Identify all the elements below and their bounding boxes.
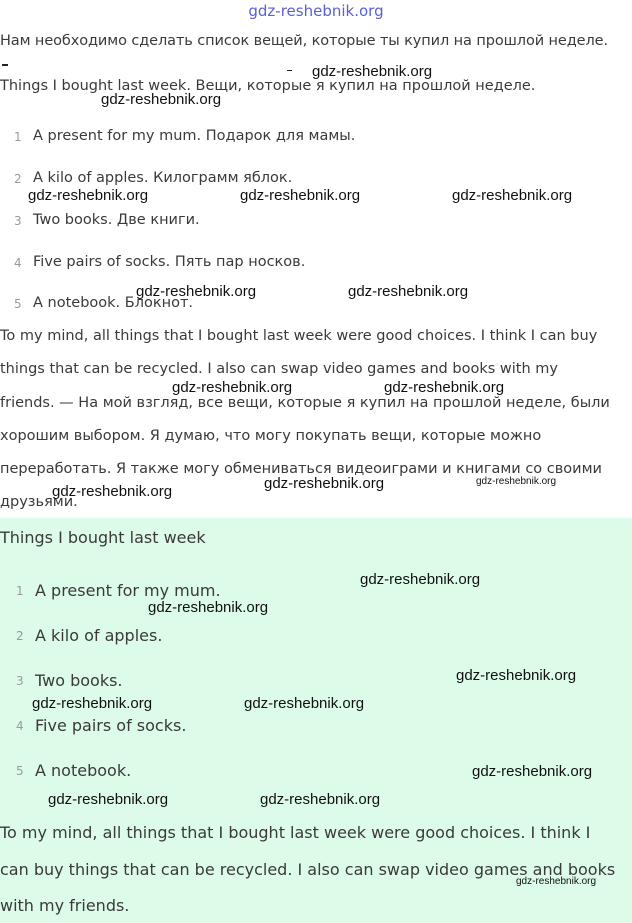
paragraph-line: переработать. Я также могу обмениваться видеоиграми и книгами со своими bbox=[0, 461, 602, 477]
list-text: Two books. Две книги. bbox=[33, 212, 200, 228]
list-text: A present for my mum. bbox=[35, 581, 221, 600]
paragraph-line: друзьями. bbox=[0, 494, 78, 510]
list-text: A notebook. Блокнот. bbox=[33, 295, 194, 311]
watermark: gdz-reshebnik.org bbox=[264, 475, 385, 492]
list-text: A present for my mum. Подарок для мамы. bbox=[33, 128, 356, 144]
watermark: gdz-reshebnik.org bbox=[244, 695, 365, 712]
paragraph-line: To my mind, all things that I bought last week were good choices. I think I bbox=[0, 823, 591, 842]
task-intro: Нам необходимо сделать список вещей, которые ты купил на прошлой неделе. bbox=[0, 33, 608, 49]
watermark: gdz-reshebnik.org bbox=[240, 187, 361, 204]
watermark: gdz-reshebnik.org bbox=[52, 483, 173, 500]
watermark: gdz-reshebnik.org bbox=[48, 791, 169, 808]
list-text: Five pairs of socks. Пять пар носков. bbox=[33, 254, 306, 270]
paragraph-line: things that can be recycled. I also can swap video games and books with my bbox=[0, 361, 558, 377]
watermark: gdz-reshebnik.org bbox=[456, 667, 577, 684]
watermark: gdz-reshebnik.org bbox=[360, 571, 481, 588]
list-text: A kilo of apples. bbox=[35, 626, 163, 645]
list-number: 1 bbox=[16, 584, 24, 598]
watermark: gdz-reshebnik.org bbox=[172, 379, 293, 396]
watermark: gdz-reshebnik.org bbox=[452, 187, 573, 204]
watermark: gdz-reshebnik.org bbox=[384, 379, 505, 396]
dash-mark bbox=[2, 64, 8, 66]
answer-section bbox=[0, 518, 632, 923]
list-number: 2 bbox=[16, 629, 24, 643]
list-text: Five pairs of socks. bbox=[35, 716, 187, 735]
answer-heading: Things I bought last week bbox=[0, 528, 206, 547]
list-number: 3 bbox=[14, 214, 22, 228]
watermark: gdz-reshebnik.org bbox=[312, 63, 433, 80]
paragraph-line: can buy things that can be recycled. I also can swap video games and books bbox=[0, 860, 616, 879]
watermark: gdz-reshebnik.org bbox=[260, 791, 381, 808]
list-number: 5 bbox=[16, 764, 24, 778]
watermark: gdz-reshebnik.org bbox=[516, 876, 597, 887]
paragraph-line: friends. — На мой взгляд, все вещи, которые я купил на прошлой неделе, были bbox=[0, 395, 610, 411]
paragraph-line: хорошим выбором. Я думаю, что могу покупать вещи, которые можно bbox=[0, 428, 542, 444]
list-text: A notebook. bbox=[35, 761, 132, 780]
watermark: gdz-reshebnik.org bbox=[472, 763, 593, 780]
list-text: Two books. bbox=[35, 671, 123, 690]
list-number: 4 bbox=[14, 256, 22, 270]
list-number: 2 bbox=[14, 172, 22, 186]
dash-mark bbox=[287, 70, 292, 71]
task-heading: Things I bought last week. Вещи, которые я купил на прошлой неделе. bbox=[0, 78, 536, 94]
paragraph-line: with my friends. bbox=[0, 896, 130, 915]
site-header: gdz-reshebnik.org bbox=[248, 2, 384, 20]
watermark: gdz-reshebnik.org bbox=[348, 283, 469, 300]
list-number: 5 bbox=[14, 297, 22, 311]
list-number: 1 bbox=[14, 130, 22, 144]
watermark: gdz-reshebnik.org bbox=[101, 91, 222, 108]
watermark: gdz-reshebnik.org bbox=[28, 187, 149, 204]
watermark: gdz-reshebnik.org bbox=[32, 695, 153, 712]
paragraph-line: To my mind, all things that I bought last week were good choices. I think I can buy bbox=[0, 328, 598, 344]
watermark: gdz-reshebnik.org bbox=[148, 599, 269, 616]
watermark: gdz-reshebnik.org bbox=[136, 283, 257, 300]
list-number: 3 bbox=[16, 674, 24, 688]
list-number: 4 bbox=[16, 719, 24, 733]
watermark: gdz-reshebnik.org bbox=[476, 476, 557, 487]
list-text: A kilo of apples. Килограмм яблок. bbox=[33, 170, 293, 186]
